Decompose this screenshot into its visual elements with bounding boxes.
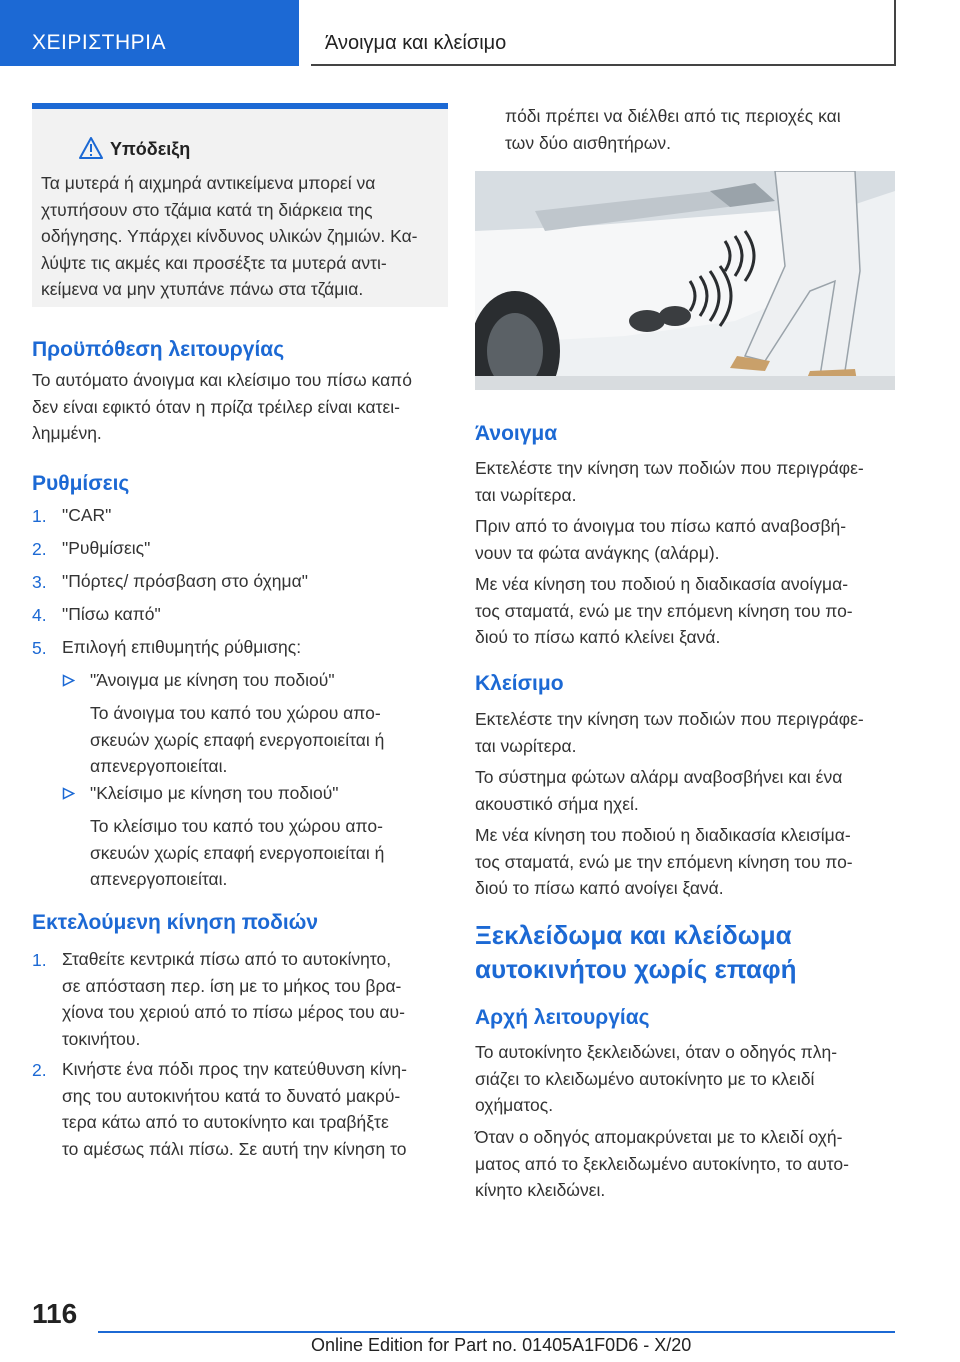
text-line: το αμέσως πάλι πίσω. Σε αυτή την κίνηση το	[62, 1138, 407, 1159]
step-number: 3.	[32, 572, 47, 592]
text-line: Το άνοιγμα του καπό του χώρου απο-	[90, 703, 381, 723]
text-line: απενεργοποιείται.	[90, 869, 228, 889]
warning-triangle-icon	[79, 137, 103, 159]
settings-step: "CAR"	[62, 505, 112, 525]
note-line: κείμενα να μην χτυπάνε πάνω στα τζάμια.	[41, 279, 364, 299]
settings-step: "Ρυθμίσεις"	[62, 538, 151, 558]
text-line: Το αυτόματο άνοιγμα και κλείσιμο του πίσω καπό	[32, 370, 412, 390]
option-label: "Κλείσιμο με κίνηση του ποδιού"	[90, 783, 339, 803]
header-section-tab: ΧΕΙΡΙΣΤΗΡΙΑ	[0, 0, 299, 66]
text-line: σης του αυτοκινήτου κατά το δυνατό μακρύ-	[62, 1085, 401, 1106]
motion-step	[62, 1056, 448, 1162]
text-line: διού το πίσω καπό κλείνει ξανά.	[475, 627, 721, 647]
closing-para	[475, 764, 895, 817]
settings-step: "Πόρτες/ πρόσβαση στο όχημα"	[62, 571, 308, 591]
note-line: Τα μυτερά ή αιχμηρά αντικείμενα μπορεί να	[41, 173, 376, 193]
text-line: τος σταματά, ενώ με την επόμενη κίνηση του πο-	[475, 600, 853, 621]
motion-step-continued	[505, 103, 895, 156]
settings-step: Επιλογή επιθυμητής ρύθμισης:	[62, 637, 302, 657]
option-label: "Άνοιγμα με κίνηση του ποδιού"	[90, 670, 335, 690]
text-line: ται νωρίτερα.	[475, 735, 577, 756]
opening-para	[475, 513, 895, 566]
unlock-para	[475, 1124, 895, 1204]
text-line: σε απόσταση περ. ίση με το μήκος του βρα-	[62, 975, 402, 996]
text-line: τερα κάτω από το αυτοκίνητο και τραβήξτε	[62, 1112, 389, 1132]
text-line: οχήματος.	[475, 1095, 554, 1115]
page-number: 116	[32, 1298, 78, 1329]
text-line: τος σταματά, ενώ με την επόμενη κίνηση του πο-	[475, 851, 853, 872]
text-line: ακουστικό σήμα ηχεί.	[475, 793, 639, 814]
text-line: Πριν από το άνοιγμα του πίσω καπό αναβοσβή-	[475, 516, 847, 536]
closing-para	[475, 822, 895, 902]
text-line: των δύο αισθητήρων.	[505, 132, 671, 153]
closing-para	[475, 706, 895, 759]
note-title: Υπόδειξη	[110, 139, 191, 159]
option-description	[90, 700, 430, 780]
settings-step: "Πίσω καπό"	[62, 604, 161, 624]
heading-line: αυτοκινήτου χωρίς επαφή	[475, 954, 797, 984]
note-line: οδήγησης. Υπάρχει κίνδυνος υλικών ζημιών. Κα-	[41, 226, 418, 246]
unlock-heading	[475, 918, 895, 986]
opening-para	[475, 571, 895, 651]
warning-note	[32, 103, 448, 307]
step-number: 4.	[32, 605, 47, 625]
step-number: 1.	[32, 950, 47, 970]
text-line: ται νωρίτερα.	[475, 484, 577, 505]
heading-line: Ξεκλείδωμα και κλείδωμα	[475, 920, 792, 950]
option-description	[90, 813, 430, 893]
text-line: Εκτελέστε την κίνηση των ποδιών που περιγράφε-	[475, 458, 864, 478]
note-line: λύψτε τις ακμές και προσέξτε τα μυτερά αντι-	[41, 252, 387, 273]
text-line: πόδι πρέπει να διέλθει από τις περιοχές και	[505, 106, 841, 126]
text-line: Όταν ο οδηγός απομακρύνεται με το κλειδί οχή-	[475, 1127, 843, 1147]
opening-para	[475, 455, 895, 508]
footer-divider	[98, 1331, 895, 1333]
text-line: Σταθείτε κεντρικά πίσω από το αυτοκίνητο,	[62, 949, 392, 969]
text-line: τοκινήτου.	[62, 1028, 141, 1049]
text-line: χίονα του χεριού από το πίσω μέρος του αυ-	[62, 1002, 405, 1022]
motion-step	[62, 946, 448, 1052]
closing-heading: Κλείσιμο	[475, 672, 564, 695]
triangle-bullet-icon	[62, 674, 75, 687]
text-line: κίνητο κλειδώνει.	[475, 1180, 606, 1200]
text-line: Εκτελέστε την κίνηση των ποδιών που περιγράφε-	[475, 709, 864, 729]
note-text	[41, 170, 443, 303]
text-line: απενεργοποιείται.	[90, 756, 228, 776]
unlock-para	[475, 1039, 895, 1119]
prereq-heading: Προϋπόθεση λειτουργίας	[32, 338, 285, 361]
step-number: 2.	[32, 1060, 47, 1080]
text-line: σιάζει το κλειδωμένο αυτοκίνητο με το κλειδί	[475, 1068, 815, 1089]
text-line: σκευών χωρίς επαφή ενεργοποιείται ή	[90, 729, 385, 750]
text-line: Το αυτοκίνητο ξεκλειδώνει, όταν ο οδηγός πλη-	[475, 1042, 838, 1062]
text-line: διού το πίσω καπό ανοίγει ξανά.	[475, 878, 724, 898]
unlock-sub-heading: Αρχή λειτουργίας	[475, 1006, 650, 1029]
text-line: Κινήστε ένα πόδι προς την κατεύθυνση κίνη-	[62, 1059, 407, 1079]
opening-heading: Άνοιγμα	[475, 422, 558, 445]
text-line: Το κλείσιμο του καπό του χώρου απο-	[90, 816, 383, 836]
triangle-bullet-icon	[62, 787, 75, 800]
text-line: Με νέα κίνηση του ποδιού η διαδικασία κλεισίμα-	[475, 825, 851, 845]
text-line: νουν τα φώτα ανάγκης (αλάρμ).	[475, 542, 720, 563]
text-line: σκευών χωρίς επαφή ενεργοποιείται ή	[90, 842, 385, 863]
settings-heading: Ρυθμίσεις	[32, 472, 130, 495]
footer-edition-text: Online Edition for Part no. 01405A1F0D6 - X/20	[311, 1335, 692, 1355]
note-line: χτυπήσουν στο τζάμια κατά τη διάρκεια της	[41, 199, 373, 220]
step-number: 1.	[32, 506, 47, 526]
prereq-text	[32, 367, 448, 447]
motion-heading: Εκτελούμενη κίνηση ποδιών	[32, 911, 319, 934]
foot-sensor-illustration	[475, 171, 895, 390]
text-line: δεν είναι εφικτό όταν η πρίζα τρέιλερ είναι κατει-	[32, 396, 400, 417]
step-number: 5.	[32, 638, 47, 658]
text-line: λημμένη.	[32, 423, 102, 443]
text-line: Με νέα κίνηση του ποδιού η διαδικασία ανοίγμα-	[475, 574, 849, 594]
step-number: 2.	[32, 539, 47, 559]
text-line: ματος από το ξεκλειδωμένο αυτοκίνητο, το αυτο-	[475, 1153, 849, 1174]
text-line: Το σύστημα φώτων αλάρμ αναβοσβήνει και ένα	[475, 767, 843, 787]
header-chapter-title: Άνοιγμα και κλείσιμο	[311, 0, 896, 66]
